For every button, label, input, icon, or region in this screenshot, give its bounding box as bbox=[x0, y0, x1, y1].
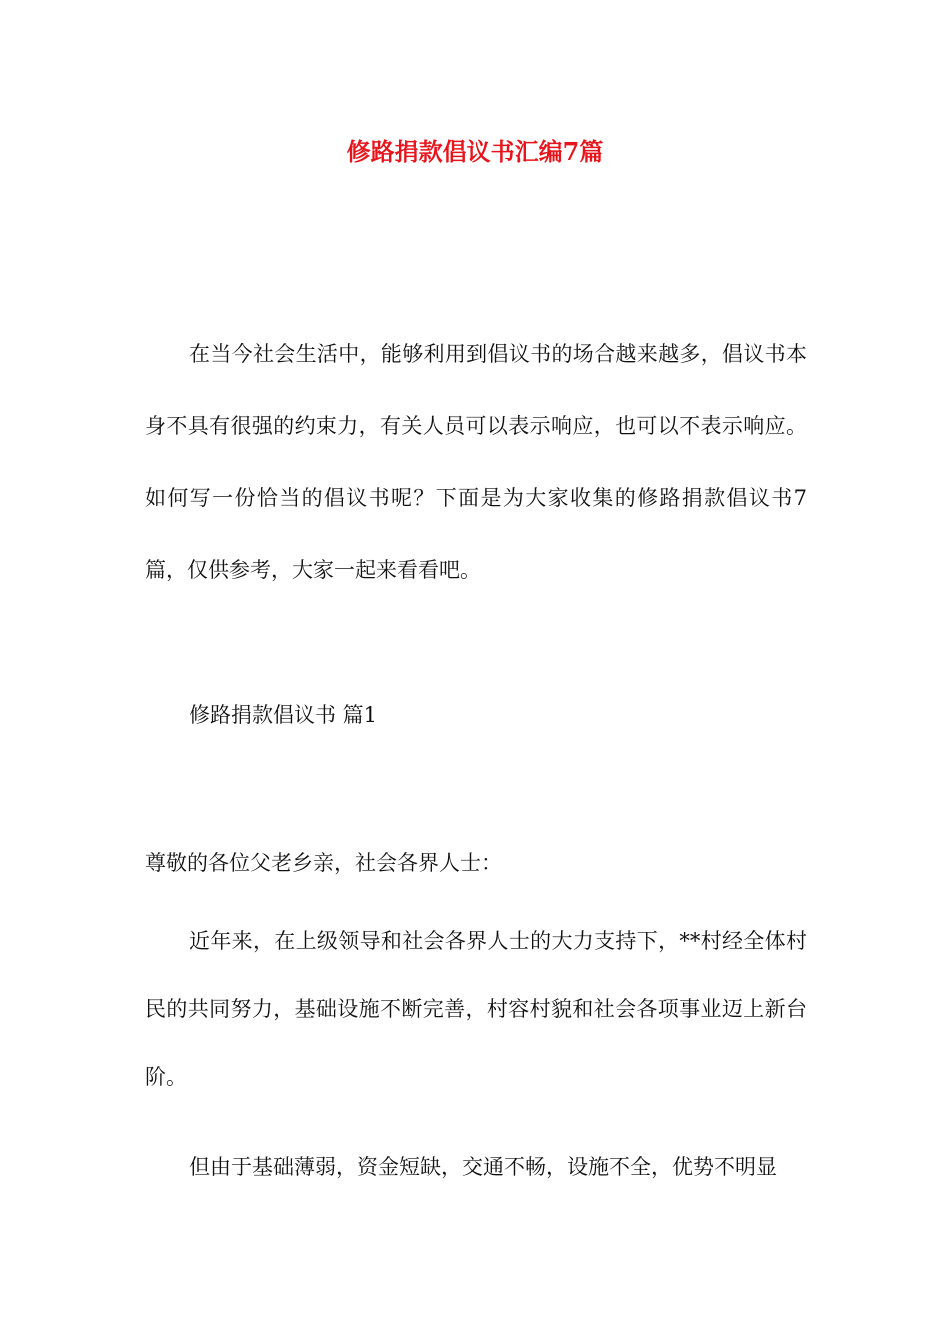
salutation: 尊敬的各位父老乡亲，社会各界人士： bbox=[145, 851, 502, 875]
section-heading: 修路捐款倡议书 篇1 bbox=[189, 703, 378, 727]
document-title: 修路捐款倡议书汇编7篇 bbox=[346, 137, 604, 166]
intro-paragraph: 在当今社会生活中，能够利用到倡议书的场合越来越多，倡议书本身不具有很强的约束力，有关人员可以表示响应，也可以不表示响应。如何写一份恰当的倡议书呢？下面是为大家收集的修路捐款倡议书7篇，仅供参考，大家一起来看看吧。 bbox=[145, 342, 807, 582]
body-paragraph: 近年来，在上级领导和社会各界人士的大力支持下，**村经全体村民的共同努力，基础设施不断完善，村容村貌和社会各项事业迈上新台阶。 bbox=[145, 929, 807, 1089]
body-paragraph: 但由于基础薄弱，资金短缺，交通不畅，设施不全，优势不明显 bbox=[189, 1155, 777, 1179]
